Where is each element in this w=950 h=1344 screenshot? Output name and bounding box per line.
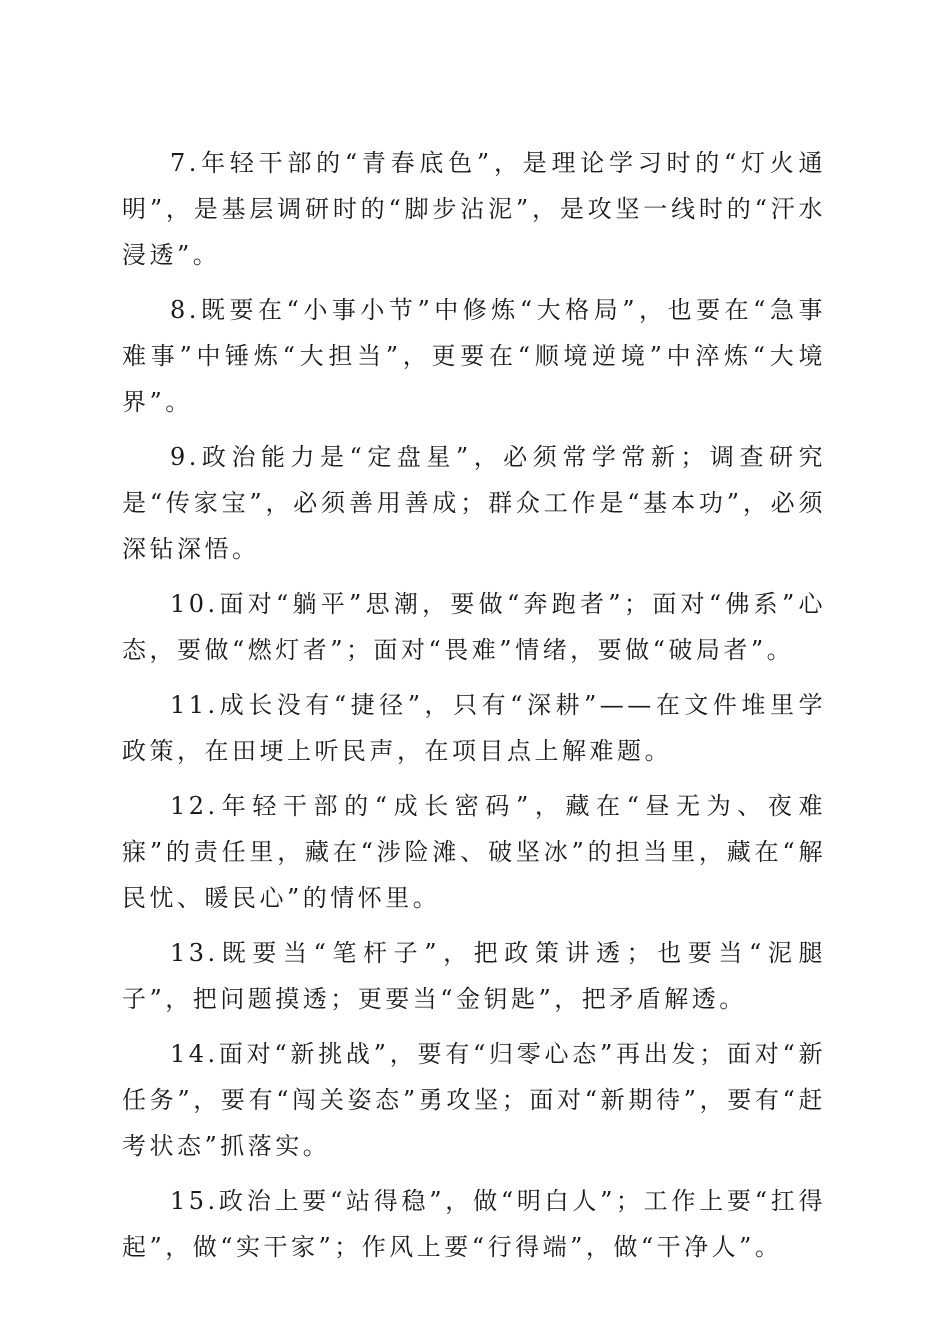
paragraph-7: 7.年轻干部的“青春底色”，是理论学习时的“灯火通明”，是基层调研时的“脚步沾泥”，是攻坚一线时的“汗水浸透”。 (122, 149, 826, 269)
paragraph-8: 8.既要在“小事小节”中修炼“大格局”，也要在“急事难事”中锤炼“大担当”，更要在“顺境逆境”中淬炼“大境界”。 (122, 296, 826, 416)
paragraph-9: 9.政治能力是“定盘星”，必须常学常新；调查研究是“传家宝”，必须善用善成；群众工作是“基本功”，必须深钻深悟。 (122, 443, 826, 563)
paragraph-14: 14.面对“新挑战”，要有“归零心态”再出发；面对“新任务”，要有“闯关姿态”勇攻坚；面对“新期待”，要有“赶考状态”抓落实。 (122, 1040, 826, 1160)
paragraph-10: 10.面对“躺平”思潮，要做“奔跑者”；面对“佛系”心态，要做“燃灯者”；面对“畏难”情绪，要做“破局者”。 (122, 590, 826, 664)
paragraph-11: 11.成长没有“捷径”，只有“深耕”——在文件堆里学政策，在田埂上听民声，在项目点上解难题。 (122, 691, 826, 765)
paragraph-13: 13.既要当“笔杆子”，把政策讲透；也要当“泥腿子”，把问题摸透；更要当“金钥匙”，把矛盾解透。 (122, 939, 826, 1013)
paragraph-12: 12.年轻干部的“成长密码”，藏在“昼无为、夜难寐”的责任里，藏在“涉险滩、破坚冰”的担当里，藏在“解民忧、暖民心”的情怀里。 (122, 792, 826, 912)
document-body (122, 140, 826, 1279)
paragraph-15: 15.政治上要“站得稳”，做“明白人”；工作上要“扛得起”，做“实干家”；作风上要“行得端”，做“干净人”。 (122, 1187, 826, 1261)
